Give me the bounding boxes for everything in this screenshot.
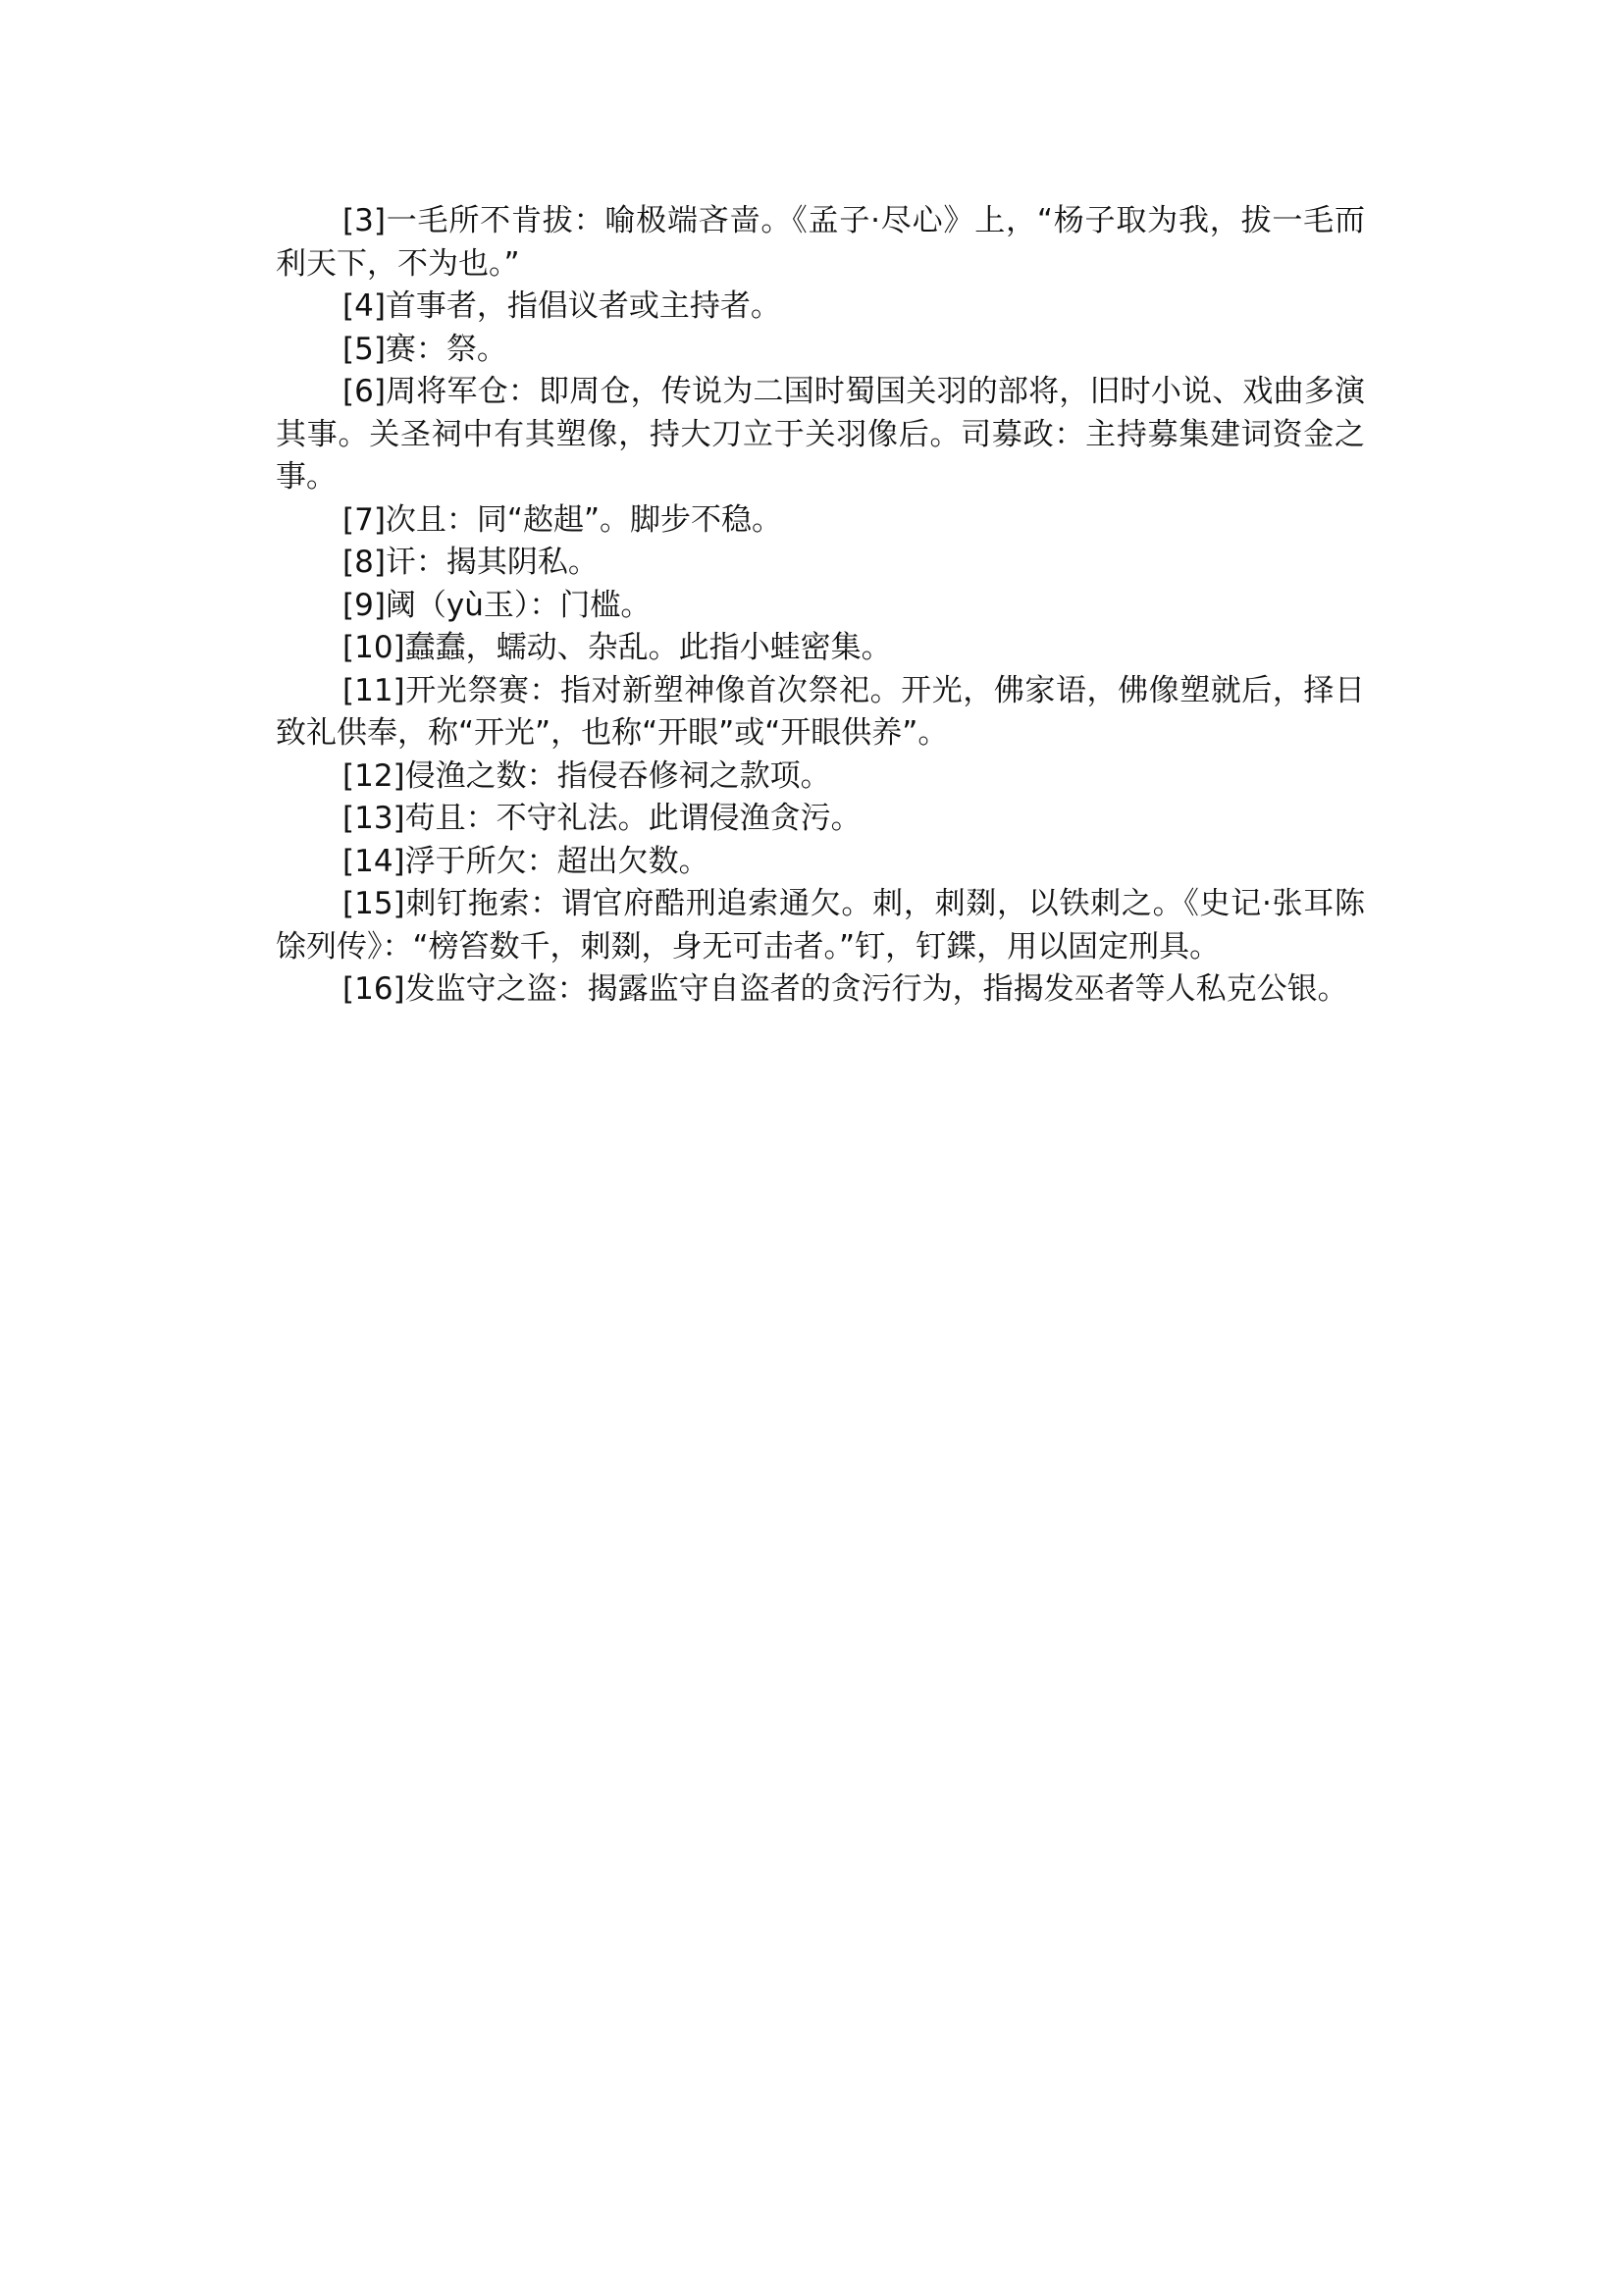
- footnote-12: [12]侵渔之数：指侵吞修祠之款项。: [342, 757, 831, 794]
- footnote-4: [4]首事者，指倡议者或主持者。: [342, 288, 781, 324]
- footnote-13: [13]苟且：不守礼法。此谓侵渔贪污。: [342, 801, 862, 836]
- footnote-9: [9]阈（yù玉）：门槛。: [342, 587, 652, 623]
- footnote-8: [8]讦：揭其阴私。: [342, 545, 599, 580]
- footnote-16: [16]发监守之盗：揭露监守自盗者的贪污行为，指揭发巫者等人私克公银。: [342, 971, 1348, 1007]
- footnote-6: [6]周将军仓：即周仓，传说为二国时蜀国关羽的部将，旧时小说、戏曲多演其事。关圣祠中有其塑像，持大刀立于关羽像后。司募政：主持募集建词资金之事。: [276, 374, 1365, 495]
- footnote-15: [15]刺钉拖索：谓官府酷刑追索通欠。刺，刺剟，以铁刺之。《史记·张耳陈馀列传》：“榜笞数千，刺剟，身无可击者。”钉，钉鍱，用以固定刑具。: [276, 886, 1365, 965]
- footnote-5: [5]赛：祭。: [342, 331, 507, 367]
- footnote-3: [3]一毛所不肯拔：喻极端吝啬。《孟子·尽心》上，“杨子取为我，拔一毛而利天下，不为也。”: [276, 203, 1365, 282]
- footnote-14: [14]浮于所欠：超出欠数。: [342, 843, 709, 879]
- footnote-11: [11]开光祭赛：指对新塑神像首次祭祀。开光，佛家语，佛像塑就后，择日致礼供奉，称“开光”，也称“开眼”或“开眼供养”。: [276, 672, 1365, 751]
- footnotes-block: [276, 200, 1365, 1012]
- footnote-7: [7]次且：同“趑趄”。脚步不稳。: [342, 501, 783, 538]
- footnote-10: [10]蠢蠢，蠕动、杂乱。此指小蛙密集。: [342, 630, 892, 665]
